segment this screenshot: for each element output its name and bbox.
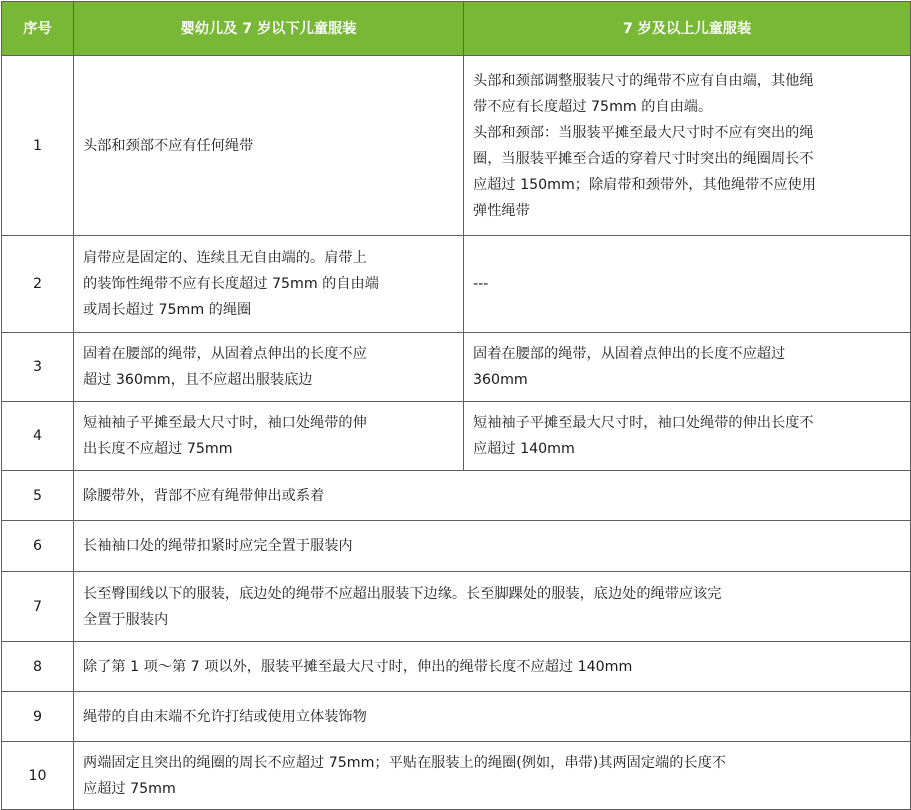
text-line: 应超过 140mm — [473, 441, 575, 457]
text-line: 头部和颈部：当服装平摊至最大尺寸时不应有突出的绳 — [473, 124, 814, 141]
infant-requirement — [74, 402, 464, 471]
table-row — [2, 642, 911, 692]
older-requirement — [464, 333, 911, 402]
text-line: 除腰带外，背部不应有绳带伸出或系着 — [83, 487, 325, 504]
text-line: 全置于服装内 — [83, 611, 169, 628]
text-line: 长袖袖口处的绳带扣紧时应完全置于服装内 — [83, 538, 353, 554]
text-line: 除了第 1 项～第 7 项以外，服装平摊至最大尺寸时，伸出的绳带长度不应超过 140mm — [83, 658, 633, 675]
table-row — [2, 56, 911, 236]
text-line: 两端固定且突出的绳圈的周长不应超过 75mm；平贴在服装上的绳圈(例如，串带)其两固定端的长度不 — [83, 754, 726, 771]
older-requirement — [464, 56, 911, 236]
header-serial-number: 序号 — [2, 2, 74, 56]
text-line: --- — [473, 276, 489, 292]
text-line: 360mm — [473, 372, 528, 388]
shared-requirement — [74, 471, 911, 521]
shared-requirement — [74, 692, 911, 742]
row-number: 10 — [2, 742, 74, 810]
infant-requirement — [74, 333, 464, 402]
table-row — [2, 742, 911, 810]
text-line: 的装饰性绳带不应有长度超过 75mm 的自由端 — [83, 276, 379, 292]
shared-requirement — [74, 742, 911, 810]
text-line: 肩带应是固定的、连续且无自由端的。肩带上 — [83, 250, 367, 266]
text-line: 头部和颈部调整服装尺寸的绳带不应有自由端，其他绳 — [473, 72, 814, 89]
table-row — [2, 692, 911, 742]
table-row — [2, 471, 911, 521]
text-line: 绳带的自由末端不允许打结或使用立体装饰物 — [83, 708, 367, 725]
row-number: 3 — [2, 333, 74, 402]
table-row — [2, 402, 911, 471]
row-number: 8 — [2, 642, 74, 692]
table-row — [2, 236, 911, 333]
table-row — [2, 333, 911, 402]
row-number: 2 — [2, 236, 74, 333]
row-number: 9 — [2, 692, 74, 742]
table-row — [2, 572, 911, 642]
text-line: 圈，当服装平摊至合适的穿着尺寸时突出的绳圈周长不 — [473, 150, 814, 167]
older-requirement — [464, 236, 911, 333]
text-line: 固着在腰部的绳带，从固着点伸出的长度不应 — [83, 346, 367, 362]
row-number: 7 — [2, 572, 74, 642]
table-row — [2, 521, 911, 572]
header-row — [2, 2, 911, 56]
header-infant-column: 婴幼儿及 7 岁以下儿童服装 — [74, 2, 464, 56]
text-line: 出长度不应超过 75mm — [83, 441, 233, 457]
text-line: 短袖袖子平摊至最大尺寸时，袖口处绳带的伸出长度不 — [473, 415, 814, 431]
infant-requirement — [74, 236, 464, 333]
text-line: 或周长超过 75mm 的绳圈 — [83, 302, 252, 318]
header-older-column: 7 岁及以上儿童服装 — [464, 2, 911, 56]
text-line: 短袖袖子平摊至最大尺寸时，袖口处绳带的伸 — [83, 415, 367, 431]
row-number: 6 — [2, 521, 74, 572]
text-line: 固着在腰部的绳带，从固着点伸出的长度不应超过 — [473, 346, 786, 362]
text-line: 超过 360mm，且不应超出服装底边 — [83, 372, 313, 388]
infant-requirement — [74, 56, 464, 236]
text-line: 头部和颈部不应有任何绳带 — [83, 137, 254, 154]
row-number: 4 — [2, 402, 74, 471]
drawstring-requirements-table — [1, 1, 911, 810]
text-line: 长至臀围线以下的服装，底边处的绳带不应超出服装下边缘。长至脚踝处的服装，底边处的绳带应该完 — [83, 585, 722, 602]
text-line: 弹性绳带 — [473, 202, 530, 219]
shared-requirement — [74, 642, 911, 692]
text-line: 带不应有长度超过 75mm 的自由端。 — [473, 98, 713, 115]
text-line: 应超过 75mm — [83, 780, 176, 797]
shared-requirement — [74, 572, 911, 642]
older-requirement — [464, 402, 911, 471]
shared-requirement — [74, 521, 911, 572]
text-line: 应超过 150mm；除肩带和颈带外，其他绳带不应使用 — [473, 176, 816, 193]
row-number: 1 — [2, 56, 74, 236]
row-number: 5 — [2, 471, 74, 521]
